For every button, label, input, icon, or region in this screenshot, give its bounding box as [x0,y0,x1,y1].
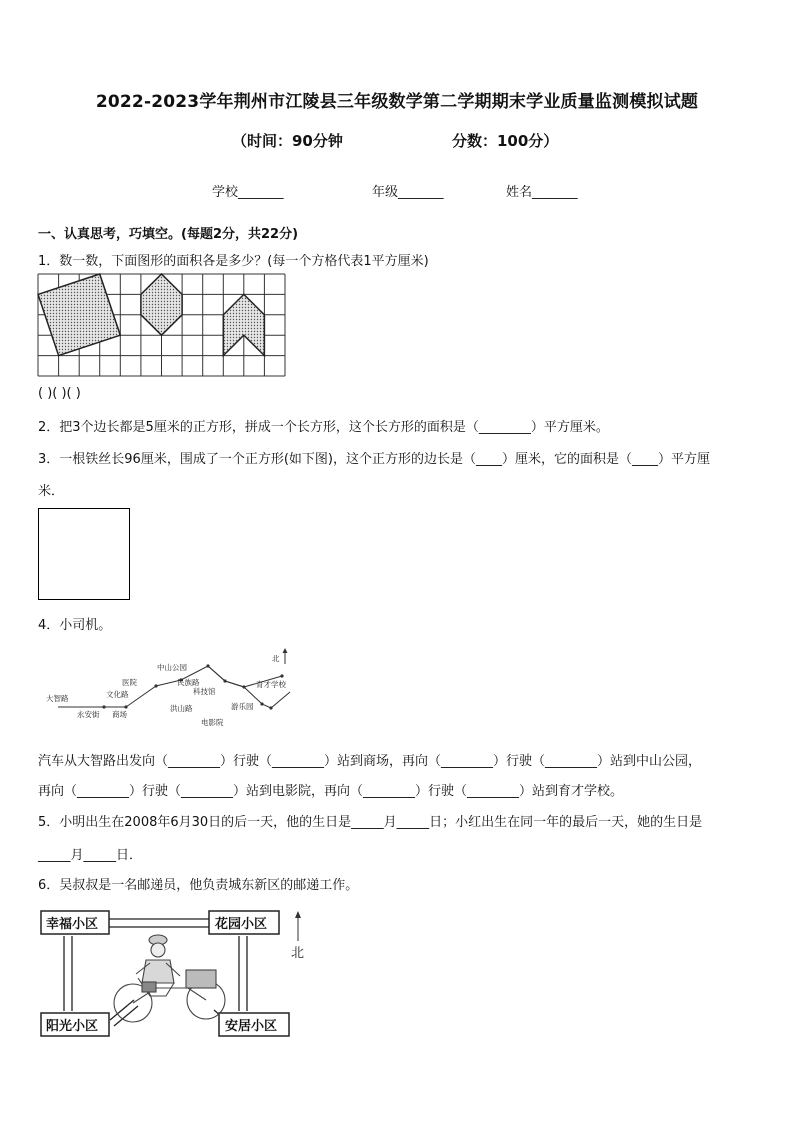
name-field[interactable]: 姓名_______ [506,185,578,200]
question-3-cont: 米． [38,484,65,499]
hexagon-shape [141,274,182,335]
xingfu-label: 幸福小区 [46,917,99,932]
question-3: 3．一根铁丝长96厘米，围成了一个正方形(如下图)，这个正方形的边长是（____）厘米，它的面积是（____）平方厘 [38,452,710,467]
question-6: 6．吴叔叔是一名邮递员，他负责城东新区的邮递工作。 [38,878,359,893]
map-wenhuaju: 文化路 [106,690,129,699]
section-heading: 一、认真思考，巧填空。(每题2分，共22分) [38,227,299,242]
square-figure [38,508,130,600]
question-5-cont: _____月_____日． [38,848,143,863]
question-4: 4．小司机。 [38,618,112,633]
question-5: 5．小明出生在2008年6月30日的后一天，他的生日是_____月_____日；小红出生在同一年的最后一天，她的生日是 [38,815,703,830]
map-shangchang: 商场 [112,710,127,719]
anju-label: 安居小区 [225,1019,278,1034]
map-youleyuan: 游乐园 [231,702,254,711]
postman-map [38,908,316,1038]
grid-figure [37,273,287,377]
tilted-square-shape [38,274,120,356]
grade-field[interactable]: 年级_______ [372,185,444,200]
map-zhongshan: 中山公园 [157,663,187,672]
question-4-line1: 汽车从大智路出发向（________）行驶（________）站到商场，再向（________）行驶（________）站到中山公园， [38,754,702,769]
map-yiyuan: 医院 [122,678,137,687]
question-1: 1．数一数，下面图形的面积各是多少？(每一个方格代表1平方厘米) [38,254,429,269]
map-kejiguan: 科技馆 [193,687,216,696]
question-2: 2．把3个边长都是5厘米的正方形，拼成一个长方形，这个长方形的面积是（________）平方厘米。 [38,420,609,435]
map-north: 北 [272,654,280,663]
map-dazhilu: 大智路 [46,694,69,703]
question-4-line2: 再向（________）行驶（________）站到电影院，再向（________）行驶（________）站到育才学校。 [38,784,624,799]
map-minzulu: 民族路 [177,678,200,687]
map-dianyingyuan: 电影院 [201,718,224,727]
postman-bicycle-icon [114,935,225,1022]
exam-score: 分数：100分） [452,132,559,150]
exam-time: （时间：90分钟 [232,132,343,150]
north-label: 北 [291,946,305,961]
yangguang-label: 阳光小区 [46,1019,99,1034]
north-arrow-icon [283,648,288,653]
north-arrow-icon [295,911,301,918]
page-title: 2022-2023学年荆州市江陵县三年级数学第二学期期末学业质量监测模拟试题 [95,92,699,112]
route-map [44,648,304,730]
school-field[interactable]: 学校_______ [212,185,284,200]
map-hongshanlu: 洪山路 [170,704,193,713]
map-yucai: 育才学校 [256,680,286,689]
q1-answer-blanks[interactable]: ( )( )( ) [38,386,81,401]
map-yonganjie: 永安街 [77,710,100,719]
huayuan-label: 花园小区 [215,917,268,932]
